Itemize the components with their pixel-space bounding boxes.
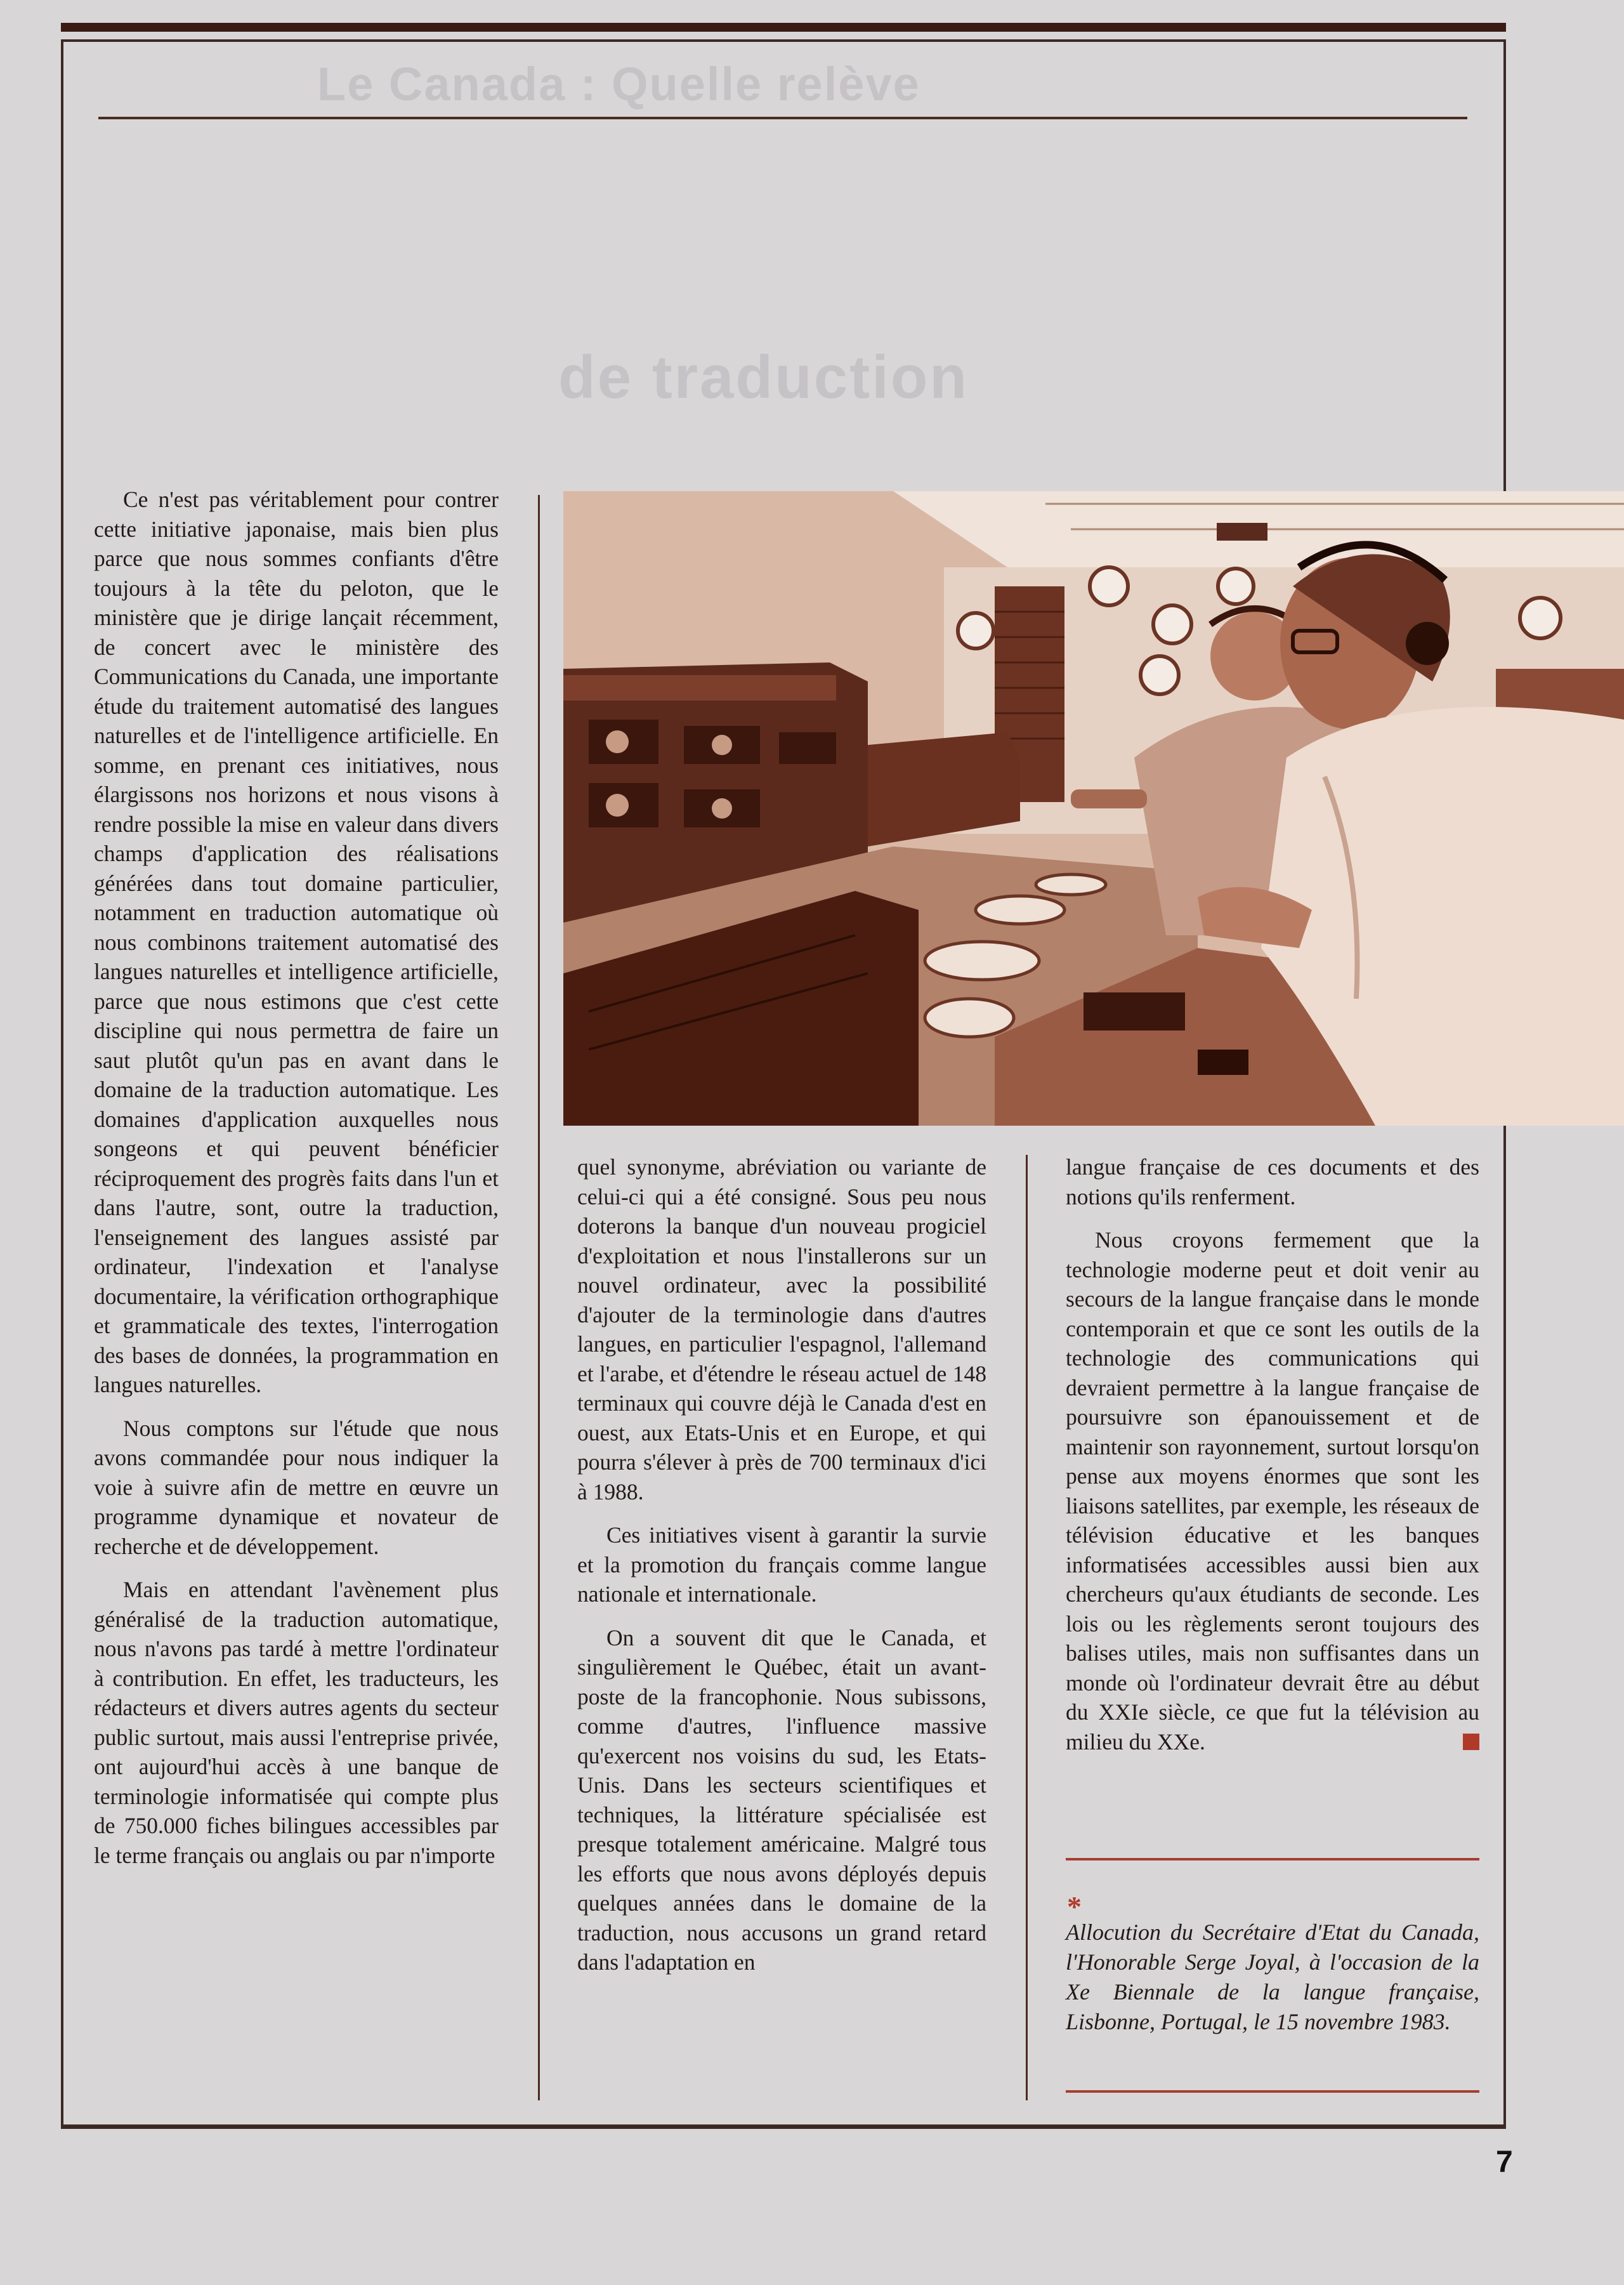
paragraph: Ces initiatives visent à garantir la survie et la promotion du français comme langue nationale et internationale. xyxy=(577,1522,986,1607)
end-of-article-mark xyxy=(1463,1734,1479,1750)
paragraph xyxy=(1066,1225,1479,1756)
top-border-bar xyxy=(61,23,1506,32)
article-column-2 xyxy=(577,1152,986,1977)
paragraph: On a souvent dit que le Canada, et singulièrement le Québec, était un avant-poste de la francophonie. Nous subissons, comme d'autres, l'influence massive qu'exercent nos voisins du sud, les Etats-Unis. Dans les secteurs scientifiques et techniques, la littérature spécialisée est presque totalement américaine. Malgré tous les efforts que nous avons déployés depuis quelques années dans le domaine de la traduction, nous accusons un grand retard dans l'adaptation en xyxy=(577,1624,986,1975)
page-number: 7 xyxy=(1496,2145,1513,2179)
column-divider xyxy=(1026,1155,1028,2100)
show-through-heading: Le Canada : Quelle relève xyxy=(317,58,920,110)
paragraph: Mais en attendant l'avènement plus généralisé de la traduction automatique, nous n'avons pas tardé à mettre l'ordinateur à contribution. En effet, les traducteurs, les rédacteurs et divers autres agents du secteur public surtout, mais aussi l'entreprise privée, ont aujourd'hui accès à une banque de terminologie informatisée qui compte plus de 750.000 fiches bilingues accessibles par le terme français ou anglais ou par n'importe xyxy=(94,1577,499,1868)
footnote-marker: * xyxy=(1067,1890,1082,1923)
paragraph: Nous comptons sur l'étude que nous avons commandée pour nous indiquer la voie à suivre afin de mettre en œuvre un programme dynamique et novateur de recherche et de développement. xyxy=(94,1415,499,1559)
paragraph: langue française de ces documents et des notions qu'ils renferment. xyxy=(1066,1154,1479,1209)
bottom-border xyxy=(61,2126,1506,2129)
footnote-rule-bottom xyxy=(1066,2090,1479,2093)
paragraph: quel synonyme, abréviation ou variante de celui-ci qui a été consigné. Sous peu nous doterons la banque d'un nouveau progiciel d'exploitation et nous l'installerons sur un nouvel ordinateur, avec la possibilité d'ajouter de la terminologie dans d'autres langues, en particulier l'espagnol, l'allemand et l'arabe, et d'étendre le réseau actuel de 148 terminaux qui couvre déjà le Canada d'est en ouest, aux Etats-Unis et en Europe, et qui pourra s'élever à près de 700 terminaux d'ici à 1988. xyxy=(577,1154,986,1505)
paragraph: Ce n'est pas véritablement pour contrer cette initiative japonaise, mais bien plus parce que nous sommes confiants d'être toujours à la tête du peloton, que le ministère que je dirige lançait récemment, de concert avec le ministère des Communications du Canada, une importante étude du traitement automatisé des langues naturelles et de l'intelligence artificielle. En somme, en prenant ces initiatives, nous élargissons nos horizons et nous visons à rendre possible la mise en valeur dans divers champs d'application des réalisations générées dans tout domaine particulier, notamment en traduction automatique où nous combinons traitement automatisé des langues naturelles et intelligence artificielle, parce que nous estimons que c'est cette discipline qui nous permettra de faire un saut plutôt qu'un pas en avant dans le domaine de la traduction automatique. Les domaines d'application auxquelles nous songeons et qui peuvent bénéficier réciproquement des progrès faits dans l'un et dans l'autre, sont, outre la traduction, l'enseignement des langues assisté par ordinateur, l'indexation et l'analyse documentaire, la vérification orthographique et grammaticale des textes, l'interrogation des bases de données, la programmation en langues naturelles. xyxy=(94,487,499,1397)
footnote-rule-top xyxy=(1066,1858,1479,1860)
article-column-3 xyxy=(1066,1152,1479,1756)
article-column-1 xyxy=(94,485,499,1870)
column-divider xyxy=(538,495,540,2100)
speech-credit: Allocution du Secrétaire d'Etat du Canada, l'Honorable Serge Joyal, à l'occasion de la Xe Biennale de la langue française, Lisbonne, Portugal, le 15 novembre 1983. xyxy=(1066,1920,1479,2034)
paragraph-text: Nous croyons fermement que la technologie moderne peut et doit venir au secours de la langue française dans le monde contemporain et que ce sont les outils de la technologie des communications qui devraient permettre à la langue française de poursuivre son épanouissement et de maintenir son rayonnement, surtout lorsqu'on pense aux moyens énormes que sont les liaisons satellites, par exemple, les réseaux de télévision éducative et les banques informatisées accessibles aussi bien aux chercheurs qu'aux étudiants de seconde. Les lois ou les règlements seront toujours des balises utiles, mais non suffisantes dans un monde où l'ordinateur devrait être au début du XXIe siècle, ce que fut la télévision au milieu du XXe. xyxy=(1066,1227,1479,1755)
show-through-banner: de traduction xyxy=(558,343,969,411)
header-rule xyxy=(98,117,1467,119)
photo-translators-at-tape-consoles xyxy=(563,491,1624,1126)
